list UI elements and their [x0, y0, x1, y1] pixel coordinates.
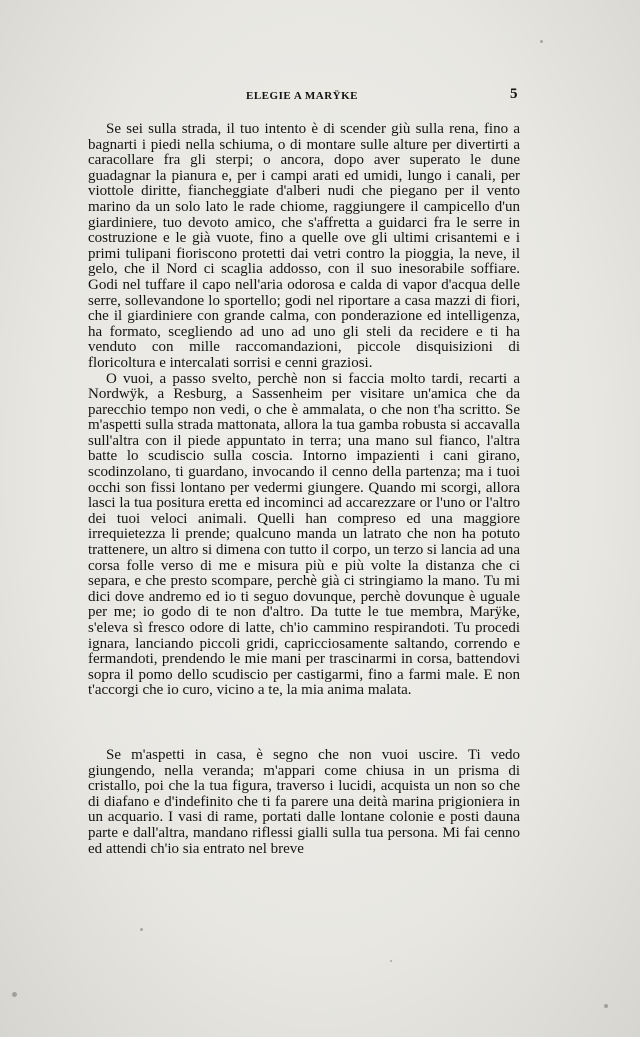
scan-speck	[540, 40, 543, 43]
scan-speck	[140, 928, 143, 931]
text-section-1	[88, 122, 520, 699]
scan-speck	[604, 1004, 608, 1008]
scan-speck	[12, 992, 17, 997]
paragraph: Se m'aspetti in casa, è segno che non vuoi uscire. Ti vedo giungendo, nella veranda; m'appari come chiusa in un prisma di cristallo, poi che la tua figura, traverso i lucidi, acquista un non so che di diafano e d'indefinito che ti fa parere una deità marina prigioniera in un acquario. I vasi di rame, portati dalle lontane colonie e posti dauna parte e dall'altra, mandano riflessi gialli sulla tua persona. Mi fai cenno ed attendi ch'io sia entrato nel breve	[88, 747, 520, 857]
paragraph: Se sei sulla strada, il tuo intento è di scender giù sulla rena, fino a bagnarti i piedi nella schiuma, o di montare sulle alture per divertirti a caracollare fra gli sterpi; o ancora, dopo aver superato le dune guadagnar la pianura e, per i campi arati ed umidi, lungo i canali, per viottole diritte, fiancheggiate d'alberi nudi che piegano per il vento marino da un solo lato le rade chiome, raggiungere il campicello d'un giardiniere, tuo devoto amico, che s'affretta a guidarci fra le serre in costruzione e le già vuote, fino a quelle ove gli ultimi crisantemi e i primi tulipani fioriscono protetti dai vetri contro la pioggia, la neve, il gelo, che il Nord ci scaglia addosso, con il suo inesorabile soffiare. Godi nel tuffare il capo nell'aria odorosa e calda di vapor d'acqua delle serre, sollevandone lo sportello; godi nel riportare a casa mazzi di fiori, che il giardiniere con grande calma, con ponderazione ed intelligenza, ha formato, scegliendo ad uno ad uno gli steli da recidere e ti ha venduto con mille raccomandazioni, piccole disquisizioni di floricoltura e intercalati sorrisi e cenni graziosi.	[88, 121, 520, 371]
page-number: 5	[510, 86, 518, 102]
scan-speck	[390, 960, 392, 962]
running-title: ELEGIE A MARŸKE	[246, 90, 359, 102]
paragraph: O vuoi, a passo svelto, perchè non si faccia molto tardi, recarti a Nordwÿk, a Resburg, a Sassenheim per visitare un'amica che da parecchio tempo non vedi, o che è ammalata, o che non t'ha scritto. Se m'aspetti sulla strada mattonata, allora la tua gamba robusta si accavalla sull'altra con il piede appuntato in terra; una mano sul fianco, l'altra batte lo scudiscio sulla coscia. Intorno impazienti i cani girano, scodinzolano, ti guardano, invocando il cenno della partenza; ma i tuoi occhi son fissi lontano per vedermi giungere. Quando mi scorgi, allora lasci la tua positura eretta ed incominci ad accarezzare or l'uno or l'altro dei tuoi veloci animali. Quelli han compreso ed una maggiore irrequietezza li prende; qualcuno manda un latrato che non ha potuto trattenere, un altro si dimena con tutto il corpo, un terzo si lancia ad una corsa folle verso di me e misura più e più volte la distanza che ci separa, e che presto scompare, perchè già ci stringiamo la mano. Tu mi dici dove andremo ed io ti seguo dovunque, perchè dovunque è uguale per me; io godo di te non d'altro. Da tutte le tue membra, Marÿke, s'eleva sì fresco odore di latte, ch'io cammino respirandoti. Tu procedi ignara, lanciando piccoli gridi, capricciosamente saltando, correndo e fermandoti, prendendo le mie mani per trascinarmi in corsa, battendovi sopra il pomo dello scudiscio per castigarmi, fino a farmi male. E non t'accorgi che io curo, vicino a te, la mia anima malata.	[88, 370, 520, 699]
text-section-2	[88, 748, 520, 857]
